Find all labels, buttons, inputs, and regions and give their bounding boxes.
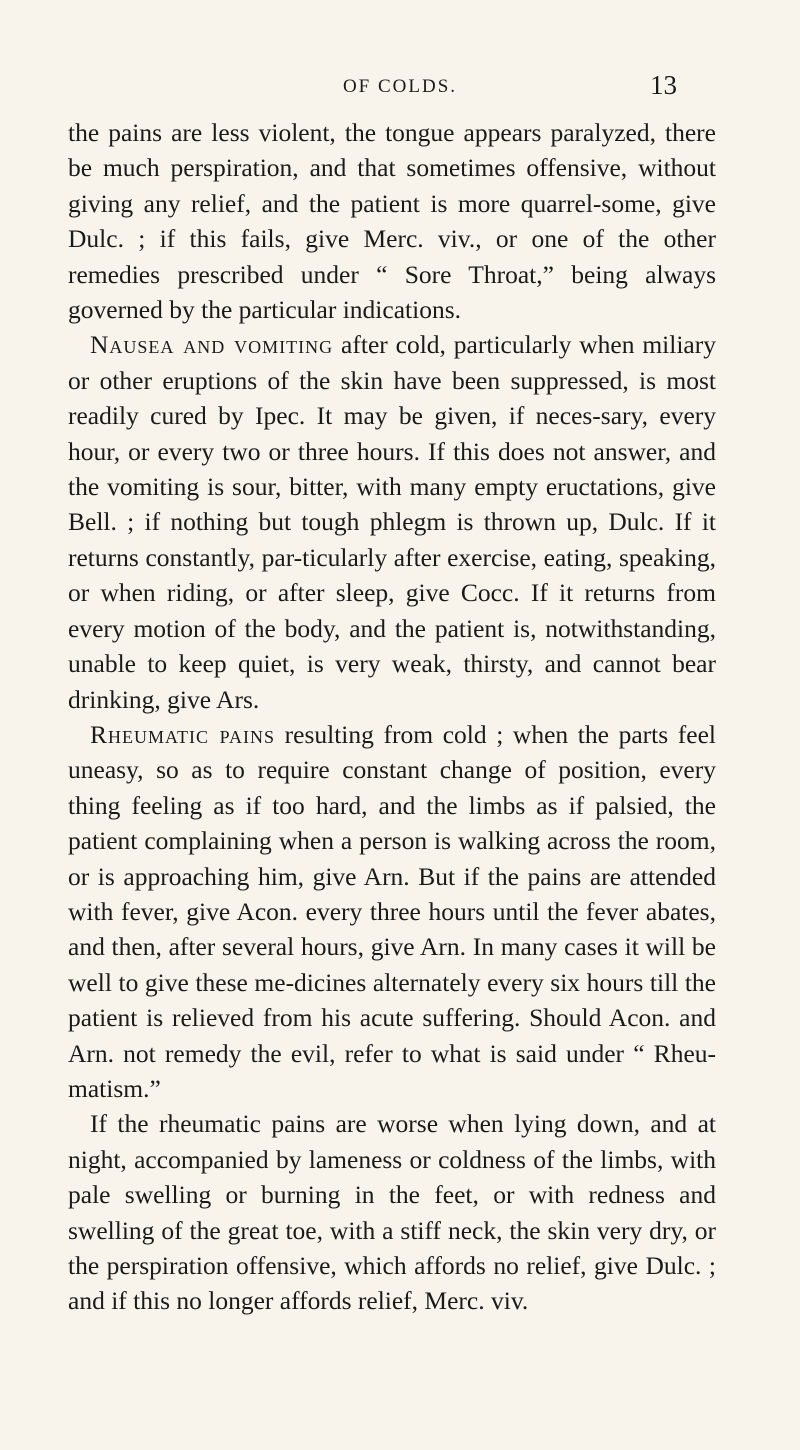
running-head [0, 68, 800, 108]
paragraph-nausea-vomiting [68, 327, 716, 716]
paragraph-text: If the rheumatic pains are worse when lying down, and at night, accompanied by lameness or coldness of the limbs, with pale swelling or burning in the feet, or with redness and swelling of the great toe, with a stiff neck, the skin very dry, or the perspiration offensive, which affords no relief, give Dulc. ; and if this no longer affords relief, Merc. viv. [68, 1109, 716, 1316]
paragraph-text: the pains are less violent, the tongue appears paralyzed, there be much perspiration, and that sometimes offensive, without giving any relief, and the patient is more quarrel-some, give Dulc. ; if this fails, give Merc. viv., or one of the other remedies prescribed under “ Sore Throat,” being always governed by the particular indications. [68, 118, 716, 325]
paragraph-text: resulting from cold ; when the parts feel uneasy, so as to require constant change of position, every thing feeling as if too hard, and the limbs as if palsied, the patient complaining when a person is walking across the room, or is approaching him, give Arn. But if the pains are attended with fever, give Acon. every three hours until the fever abates, and then, after several hours, give Arn. In many cases it will be well to give these me-dicines alternately every six hours till the patient is relieved from his acute suffering. Should Acon. and Arn. not remedy the evil, refer to what is said under “ Rheu-matism.” [68, 719, 716, 1103]
paragraph-rheumatic-worse [68, 1106, 716, 1318]
paragraph-rheumatic-pains [68, 717, 716, 1106]
running-title: OF COLDS. [342, 76, 458, 97]
paragraph-text: after cold, particularly when miliary or other eruptions of the skin have been suppressed, is most readily cured by Ipec. It may be given, if neces-sary, every hour, or every two or three hours. If this does not answer, and the vomiting is sour, bitter, with many empty eructations, give Bell. ; if nothing but tough phlegm is thrown up, Dulc. If it returns constantly, par-ticularly after exercise, eating, speaking, or when riding, or after sleep, give Cocc. If it returns from every motion of the body, and the patient is, notwithstanding, unable to keep quiet, is very weak, thirsty, and cannot bear drinking, give Ars. [68, 330, 716, 714]
section-lead: Rheumatic pains [90, 719, 275, 749]
paragraph-continuation [68, 115, 716, 327]
section-lead: Nausea and vomiting [90, 330, 334, 360]
page-number: 13 [650, 70, 677, 100]
body-text [68, 115, 716, 1319]
